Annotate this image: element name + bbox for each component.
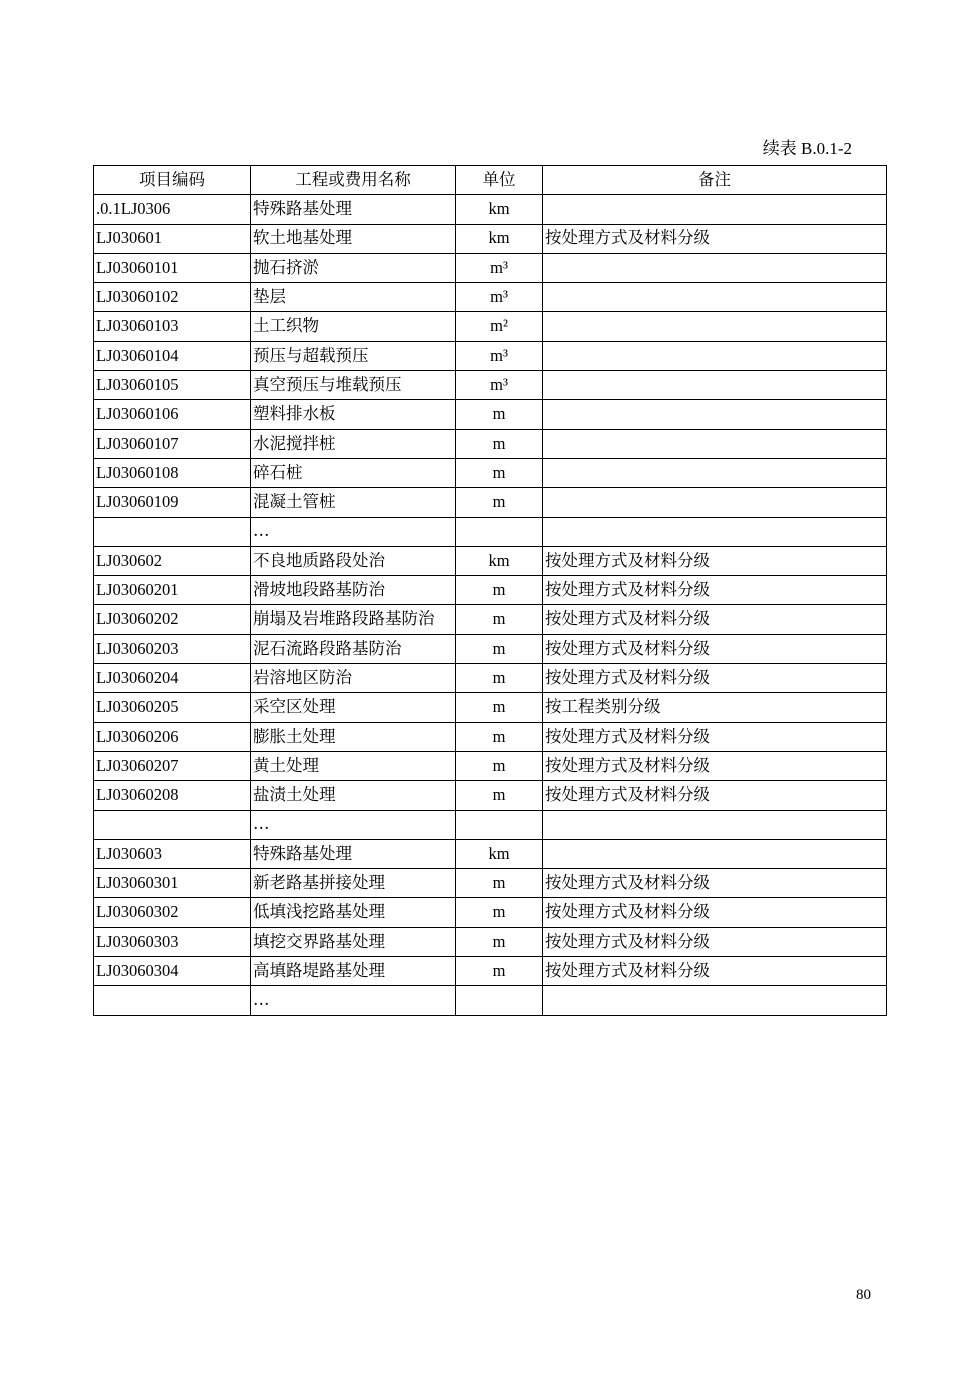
row-unit: m	[456, 957, 543, 986]
row-name: 高填路堤路基处理	[251, 957, 456, 986]
table-row	[94, 488, 887, 517]
row-unit: m³	[456, 371, 543, 400]
row-note: 按处理方式及材料分级	[543, 781, 887, 810]
row-code: .0.1LJ0306	[94, 195, 251, 224]
row-code: LJ030602	[94, 546, 251, 575]
row-note: 按处理方式及材料分级	[543, 722, 887, 751]
row-note: 按处理方式及材料分级	[543, 664, 887, 693]
row-note	[543, 312, 887, 341]
table-row	[94, 341, 887, 370]
row-unit: m	[456, 751, 543, 780]
row-unit: m³	[456, 283, 543, 312]
row-name: 特殊路基处理	[251, 195, 456, 224]
table-row	[94, 458, 887, 487]
row-unit: m	[456, 400, 543, 429]
table-row	[94, 957, 887, 986]
row-unit: m³	[456, 341, 543, 370]
header-unit: 单位	[456, 166, 543, 195]
row-unit: m³	[456, 253, 543, 282]
row-note: 按处理方式及材料分级	[543, 957, 887, 986]
row-unit: m	[456, 693, 543, 722]
row-name: 真空预压与堆载预压	[251, 371, 456, 400]
table-row	[94, 722, 887, 751]
table-row	[94, 693, 887, 722]
row-name: 滑坡地段路基防治	[251, 576, 456, 605]
row-note: 按处理方式及材料分级	[543, 634, 887, 663]
row-name: 膨胀土处理	[251, 722, 456, 751]
row-unit: m	[456, 634, 543, 663]
row-note	[543, 488, 887, 517]
row-note	[543, 810, 887, 839]
row-note	[543, 458, 887, 487]
table-row	[94, 810, 887, 839]
row-code: LJ03060201	[94, 576, 251, 605]
row-note	[543, 341, 887, 370]
row-unit	[456, 517, 543, 546]
table-row	[94, 312, 887, 341]
row-note: 按处理方式及材料分级	[543, 224, 887, 253]
row-unit: km	[456, 839, 543, 868]
table-row	[94, 781, 887, 810]
row-code: LJ03060104	[94, 341, 251, 370]
row-name: 填挖交界路基处理	[251, 927, 456, 956]
row-unit: m	[456, 488, 543, 517]
row-note: 按处理方式及材料分级	[543, 898, 887, 927]
row-code: LJ03060202	[94, 605, 251, 634]
header-note: 备注	[543, 166, 887, 195]
row-name: 土工织物	[251, 312, 456, 341]
row-note	[543, 400, 887, 429]
row-code: LJ030603	[94, 839, 251, 868]
row-unit: km	[456, 546, 543, 575]
table-body	[94, 195, 887, 1015]
row-note: 按处理方式及材料分级	[543, 869, 887, 898]
table-row	[94, 224, 887, 253]
row-code: LJ03060109	[94, 488, 251, 517]
row-name: 垫层	[251, 283, 456, 312]
row-unit	[456, 986, 543, 1015]
row-code	[94, 986, 251, 1015]
row-code: LJ03060304	[94, 957, 251, 986]
row-code: LJ03060302	[94, 898, 251, 927]
row-note: 按处理方式及材料分级	[543, 576, 887, 605]
table-row	[94, 253, 887, 282]
table-header-row	[94, 166, 887, 195]
row-note	[543, 429, 887, 458]
table-row	[94, 400, 887, 429]
row-note: 按处理方式及材料分级	[543, 927, 887, 956]
row-note: 按工程类别分级	[543, 693, 887, 722]
table-row	[94, 576, 887, 605]
row-name: 水泥搅拌桩	[251, 429, 456, 458]
row-unit: m	[456, 458, 543, 487]
row-name: 混凝土管桩	[251, 488, 456, 517]
row-code	[94, 517, 251, 546]
row-code: LJ03060301	[94, 869, 251, 898]
row-name: 泥石流路段路基防治	[251, 634, 456, 663]
table-row	[94, 283, 887, 312]
row-unit	[456, 810, 543, 839]
row-name: 塑料排水板	[251, 400, 456, 429]
row-unit: m	[456, 429, 543, 458]
row-unit: m	[456, 898, 543, 927]
table-row	[94, 751, 887, 780]
row-code: LJ03060206	[94, 722, 251, 751]
table-row	[94, 898, 887, 927]
row-code: LJ03060103	[94, 312, 251, 341]
table-row	[94, 429, 887, 458]
header-item-name: 工程或费用名称	[251, 166, 456, 195]
row-name: …	[251, 986, 456, 1015]
row-note: 按处理方式及材料分级	[543, 751, 887, 780]
row-name: …	[251, 810, 456, 839]
table-row	[94, 664, 887, 693]
row-code: LJ03060204	[94, 664, 251, 693]
table-row	[94, 517, 887, 546]
table-row	[94, 371, 887, 400]
row-code: LJ03060107	[94, 429, 251, 458]
item-code-table	[93, 165, 887, 1016]
row-unit: km	[456, 224, 543, 253]
row-name: 碎石桩	[251, 458, 456, 487]
row-name: 不良地质路段处治	[251, 546, 456, 575]
table-caption: 续表 B.0.1-2	[762, 139, 852, 158]
row-unit: m	[456, 576, 543, 605]
row-unit: m	[456, 605, 543, 634]
row-note	[543, 839, 887, 868]
row-code: LJ03060208	[94, 781, 251, 810]
row-note	[543, 283, 887, 312]
row-code: LJ03060303	[94, 927, 251, 956]
row-note	[543, 517, 887, 546]
page-number: 80	[856, 1287, 871, 1303]
row-name: 黄土处理	[251, 751, 456, 780]
row-unit: km	[456, 195, 543, 224]
row-name: 预压与超载预压	[251, 341, 456, 370]
row-code: LJ03060105	[94, 371, 251, 400]
row-name: 岩溶地区防治	[251, 664, 456, 693]
row-name: 采空区处理	[251, 693, 456, 722]
row-note	[543, 371, 887, 400]
row-unit: m	[456, 927, 543, 956]
row-name: …	[251, 517, 456, 546]
table-row	[94, 986, 887, 1015]
row-unit: m	[456, 781, 543, 810]
table-row	[94, 546, 887, 575]
row-name: 盐渍土处理	[251, 781, 456, 810]
row-name: 新老路基拼接处理	[251, 869, 456, 898]
row-code: LJ03060101	[94, 253, 251, 282]
row-note: 按处理方式及材料分级	[543, 546, 887, 575]
row-note: 按处理方式及材料分级	[543, 605, 887, 634]
row-name: 特殊路基处理	[251, 839, 456, 868]
row-code: LJ03060106	[94, 400, 251, 429]
row-unit: m	[456, 869, 543, 898]
row-code: LJ03060108	[94, 458, 251, 487]
table-row	[94, 605, 887, 634]
table-row	[94, 927, 887, 956]
row-name: 崩塌及岩堆路段路基防治	[251, 605, 456, 634]
row-code: LJ03060203	[94, 634, 251, 663]
row-note	[543, 195, 887, 224]
table-row	[94, 869, 887, 898]
row-name: 抛石挤淤	[251, 253, 456, 282]
row-name: 软土地基处理	[251, 224, 456, 253]
table-row	[94, 839, 887, 868]
row-unit: m	[456, 722, 543, 751]
row-code: LJ03060207	[94, 751, 251, 780]
row-code: LJ03060102	[94, 283, 251, 312]
row-code: LJ030601	[94, 224, 251, 253]
row-unit: m²	[456, 312, 543, 341]
row-note	[543, 986, 887, 1015]
row-code	[94, 810, 251, 839]
row-code: LJ03060205	[94, 693, 251, 722]
row-note	[543, 253, 887, 282]
table-row	[94, 195, 887, 224]
table-row	[94, 634, 887, 663]
header-item-code: 项目编码	[94, 166, 251, 195]
row-unit: m	[456, 664, 543, 693]
row-name: 低填浅挖路基处理	[251, 898, 456, 927]
